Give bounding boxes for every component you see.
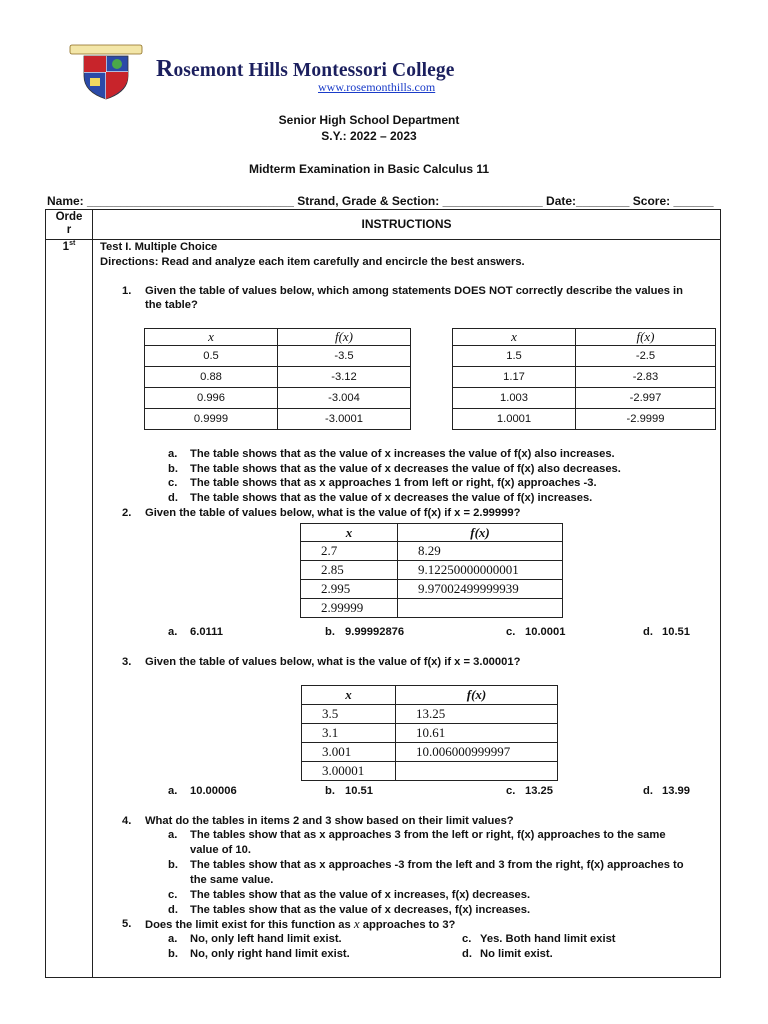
q4-choice-d-letter[interactable]: d. [168,904,178,916]
directions: Directions: Read and analyze each item carefully and encircle the best answers. [100,256,525,268]
q3-choice-b-letter[interactable]: b. [325,785,335,797]
q1-right-cell: -2.997 [576,388,716,409]
q3-text: Given the table of values below, what is the value of f(x) if x = 3.00001? [145,656,521,668]
q5-choice-b-letter[interactable]: b. [168,948,178,960]
q2-choice-d[interactable]: 10.51 [662,626,690,638]
q4-choice-a-line2[interactable]: value of 10. [190,844,251,856]
q2-head-x: x [301,524,398,542]
q3-head-x: x [302,686,396,705]
q1-choice-a-letter[interactable]: a. [168,448,178,460]
q1-table-right [452,328,716,430]
q1-right-head-x: x [453,329,576,346]
column-divider [92,209,93,978]
q1-choice-b-letter[interactable]: b. [168,463,178,475]
q5-choice-a[interactable]: No, only left hand limit exist. [190,933,342,945]
q2-cell: 2.99999 [301,599,398,618]
q5-choice-b[interactable]: No, only right hand limit exist. [190,948,350,960]
q1-left-cell: -3.12 [278,367,411,388]
q1-choice-b[interactable]: The table shows that as the value of x decreases the value of f(x) also decreases. [190,463,621,475]
q5-choice-c[interactable]: Yes. Both hand limit exist [480,933,616,945]
q1-right-cell: 1.003 [453,388,576,409]
q2-choice-c[interactable]: 10.0001 [525,626,566,638]
q1-right-cell: 1.5 [453,346,576,367]
q3-choice-c-letter[interactable]: c. [506,785,516,797]
q2-cell: 8.29 [398,542,563,561]
college-logo [66,42,146,100]
q1-right-cell: 1.0001 [453,409,576,430]
q3-choice-d-letter[interactable]: d. [643,785,653,797]
q4-choice-c[interactable]: The tables show that as the value of x increases, f(x) decreases. [190,889,531,901]
q1-right-head-fx: f(x) [576,329,716,346]
q3-cell: 3.1 [302,724,396,743]
q1-choice-c[interactable]: The table shows that as x approaches 1 from left or right, f(x) approaches -3. [190,477,597,489]
q4-choice-b-letter[interactable]: b. [168,859,178,871]
q1-right-cell: 1.17 [453,367,576,388]
q2-text: Given the table of values below, what is the value of f(x) if x = 2.99999? [145,507,521,519]
q1-choice-c-letter[interactable]: c. [168,477,178,489]
q3-cell: 3.00001 [302,762,396,781]
q2-cell: 9.97002499999939 [398,580,563,599]
q2-choice-a-letter[interactable]: a. [168,626,178,638]
q4-number: 4. [122,815,132,827]
q3-choice-a-letter[interactable]: a. [168,785,178,797]
student-info-line: Name: _______________________________ Strand, Grade & Section: _______________ Date:________ Score: ______ [47,194,714,208]
q2-cell [398,599,563,618]
q1-right-cell: -2.5 [576,346,716,367]
q3-head-fx: f(x) [396,686,558,705]
q5-choice-a-letter[interactable]: a. [168,933,178,945]
q4-choice-d[interactable]: The tables show that as the value of x decreases, f(x) increases. [190,904,531,916]
q2-cell: 2.7 [301,542,398,561]
q3-cell: 13.25 [396,705,558,724]
q1-left-cell: 0.9999 [145,409,278,430]
q2-choice-b-letter[interactable]: b. [325,626,335,638]
q5-choice-d[interactable]: No limit exist. [480,948,553,960]
q1-left-cell: -3.0001 [278,409,411,430]
website-link[interactable]: www.rosemonthills.com [318,80,436,94]
q2-number: 2. [122,507,132,519]
q3-cell: 3.001 [302,743,396,762]
q1-table-left [144,328,411,430]
instructions-header: INSTRUCTIONS [361,217,452,231]
q4-choice-b-line1[interactable]: The tables show that as x approaches -3 from the left and 3 from the right, f(x) approaches to [190,859,684,871]
q1-text-line1: Given the table of values below, which among statements DOES NOT correctly describe the values in [145,285,683,297]
q1-left-head-fx: f(x) [278,329,411,346]
q3-choice-a[interactable]: 10.00006 [190,785,237,797]
q3-cell: 10.006000999997 [396,743,558,762]
q3-cell: 3.5 [302,705,396,724]
q3-number: 3. [122,656,132,668]
q4-choice-c-letter[interactable]: c. [168,889,178,901]
q4-choice-a-letter[interactable]: a. [168,829,178,841]
q1-choice-d[interactable]: The table shows that as the value of x decreases the value of f(x) increases. [190,492,593,504]
q3-choice-d[interactable]: 13.99 [662,785,690,797]
q3-choice-b[interactable]: 10.51 [345,785,373,797]
test-title: Test I. Multiple Choice [100,241,218,253]
q2-head-fx: f(x) [398,524,563,542]
q4-choice-b-line2[interactable]: the same value. [190,874,274,886]
q3-choice-c[interactable]: 13.25 [525,785,553,797]
q2-choice-a[interactable]: 6.0111 [190,626,223,638]
q5-text: Does the limit exist for this function as x approaches to 3? [145,916,456,931]
order-header: Orde r [55,211,83,236]
q4-choice-a-line1[interactable]: The tables show that as x approaches 3 from the left or right, f(x) approaches to the same [190,829,666,841]
school-year: S.Y.: 2022 – 2023 [321,129,417,143]
q2-choice-b[interactable]: 9.99992876 [345,626,405,638]
q5-choice-d-letter[interactable]: d. [462,948,472,960]
q4-text: What do the tables in items 2 and 3 show based on their limit values? [145,815,514,827]
q3-cell: 10.61 [396,724,558,743]
q1-right-cell: -2.83 [576,367,716,388]
q1-left-cell: 0.5 [145,346,278,367]
q1-choice-d-letter[interactable]: d. [168,492,178,504]
q1-number: 1. [122,285,132,297]
q2-cell: 9.12250000000001 [398,561,563,580]
q1-right-cell: -2.9999 [576,409,716,430]
q5-choice-c-letter[interactable]: c. [462,933,472,945]
q1-left-cell: -3.004 [278,388,411,409]
q1-left-cell: 0.996 [145,388,278,409]
q2-table [300,523,563,618]
q2-cell: 2.995 [301,580,398,599]
q3-table [301,685,558,781]
q3-cell [396,762,558,781]
q2-choice-d-letter[interactable]: d. [643,626,653,638]
order-number: 1st [62,240,76,253]
q1-choice-a[interactable]: The table shows that as the value of x increases the value of f(x) also increases. [190,448,615,460]
college-name: Rosemont Hills Montessori College [156,56,455,82]
q2-choice-c-letter[interactable]: c. [506,626,516,638]
q1-text-line2: the table? [145,299,198,311]
department: Senior High School Department [278,113,460,127]
q2-cell: 2.85 [301,561,398,580]
q5-number: 5. [122,918,132,930]
q1-left-head-x: x [145,329,278,346]
exam-title: Midterm Examination in Basic Calculus 11 [248,162,490,176]
q1-left-cell: -3.5 [278,346,411,367]
q1-left-cell: 0.88 [145,367,278,388]
